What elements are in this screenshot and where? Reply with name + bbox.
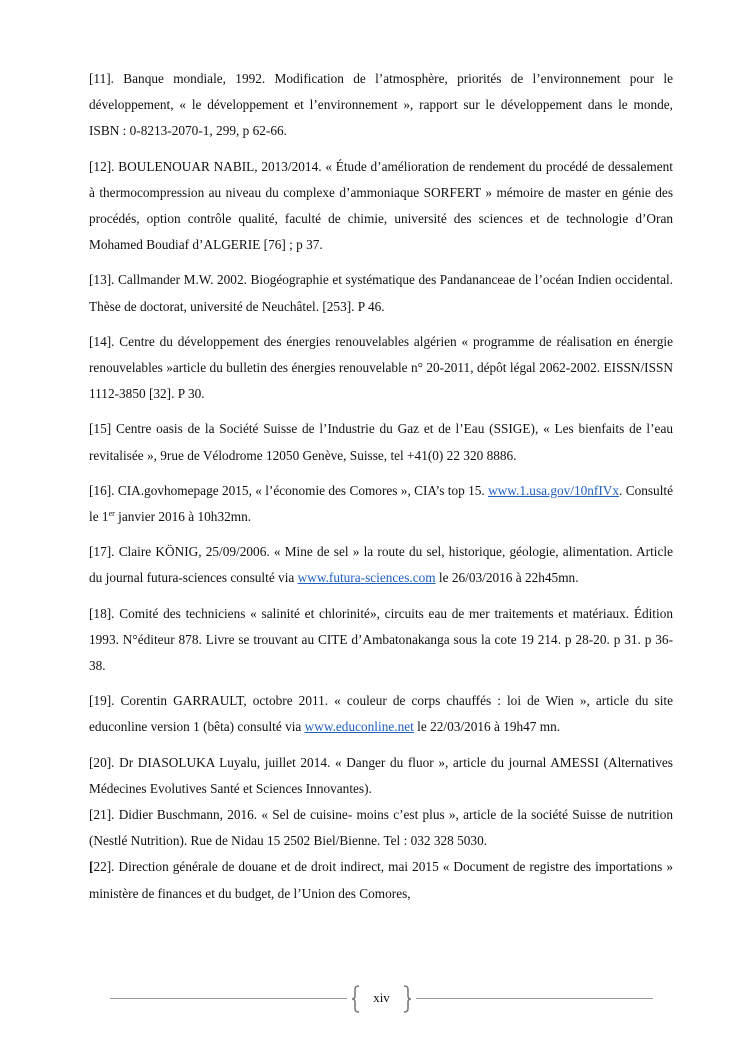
reference-17 [89,539,673,591]
bibliography [89,66,673,907]
reference-19-text-after: le 22/03/2016 à 19h47 mn. [413,719,561,735]
right-brace-icon [402,985,412,1013]
reference-16-text-after: . Consulté le 1 [89,482,673,525]
reference-22 [89,854,673,906]
page-footer [110,985,653,1013]
reference-14: [14]. Centre du développement des énergies renouvelables algérien « programme de réalisation en énergie renouvelables »article du bulletin des énergies renouvelable n° 20-2011, dépôt légal 2062-2002. EISSN/ISSN 1112-3850 [32]. P 30. [89,333,673,402]
page-number: xiv [373,990,390,1005]
reference-18: [18]. Comité des techniciens « salinité et chlorinité», circuits eau de mer traitements et matériaux. Édition 1993. N°éditeur 878. Livre se trouvant au CITE d’Ambatonakanga sous la cote 19 214. p 28-20. p 31. p 36-38. [89,605,673,674]
reference-15: [15] Centre oasis de la Société Suisse de l’Industrie du Gaz et de l’Eau (SSIGE), « Les bienfaits de l’eau revitalisée », 9rue de Vélodrome 12050 Genève, Suisse, tel +41(0) 22 320 8886. [89,421,673,463]
reference-13: [13]. Callmander M.W. 2002. Biogéographie et systématique des Pandananceae de l’océan Indien occidental. Thèse de doctorat, université de Neuchâtel. [253]. P 46. [89,272,673,314]
reference-17-text: [17]. Claire KÖNIG, 25/09/2006. « Mine de sel » la route du sel, historique, géologie, alimentation. Article du journal futura-sciences consulté via [89,544,673,586]
reference-22-bracket: [ [89,859,94,875]
reference-21: [21]. Didier Buschmann, 2016. « Sel de cuisine- moins c’est plus », article de la société Suisse de nutrition (Nestlé Nutrition). Rue de Nidau 15 2502 Biel/Bienne. Tel : 032 328 5030. [89,807,673,849]
left-brace-icon [351,985,361,1013]
reference-16-text-end: janvier 2016 à 10h32mn. [114,509,252,525]
footer-rule-left [110,998,347,999]
reference-19-link[interactable]: www.educonline.net [304,719,414,735]
reference-16-text: [16]. CIA.govhomepage 2015, « l’économie des Comores », CIA’s top 15. [89,482,489,498]
reference-16 [89,478,673,530]
reference-19 [89,688,673,740]
reference-19-text: [19]. Corentin GARRAULT, octobre 2011. « couleur de corps chauffés : loi de Wien », article du site educonline version 1 (bêta) consulté via [89,693,673,735]
reference-17-text-after: le 26/03/2016 à 22h45mn. [435,570,579,586]
reference-16-superscript: er [108,509,115,519]
footer-rule-right [416,998,653,999]
reference-11: [11]. Banque mondiale, 1992. Modification de l’atmosphère, priorités de l’environnement pour le développement, « le développement et l’environnement », rapport sur le développement dans le monde, ISBN : 0-8213-2070-1, 299, p 62-66. [89,71,673,139]
reference-17-link[interactable]: www.futura-sciences.com [297,570,436,586]
reference-12: [12]. BOULENOUAR NABIL, 2013/2014. « Étude d’amélioration de rendement du procédé de dessalement à thermocompression au niveau du complexe d’ammoniaque SORFERT » mémoire de master en génie des procédés, option contrôle qualité, faculté de chimie, université des sciences et de technologie d’Oran Mohamed Boudiaf d’ALGERIE [76] ; p 37. [89,158,673,253]
reference-22-text: 22]. Direction générale de douane et de droit indirect, mai 2015 « Document de registre des importations » ministère de finances et du budget, de l’Union des Comores, [89,859,673,901]
reference-20: [20]. Dr DIASOLUKA Luyalu, juillet 2014. « Danger du fluor », article du journal AMESSI (Alternatives Médecines Evolutives Santé et Sciences Innovantes). [89,754,673,796]
reference-16-link[interactable]: www.1.usa.gov/10nfIVx [488,482,620,498]
